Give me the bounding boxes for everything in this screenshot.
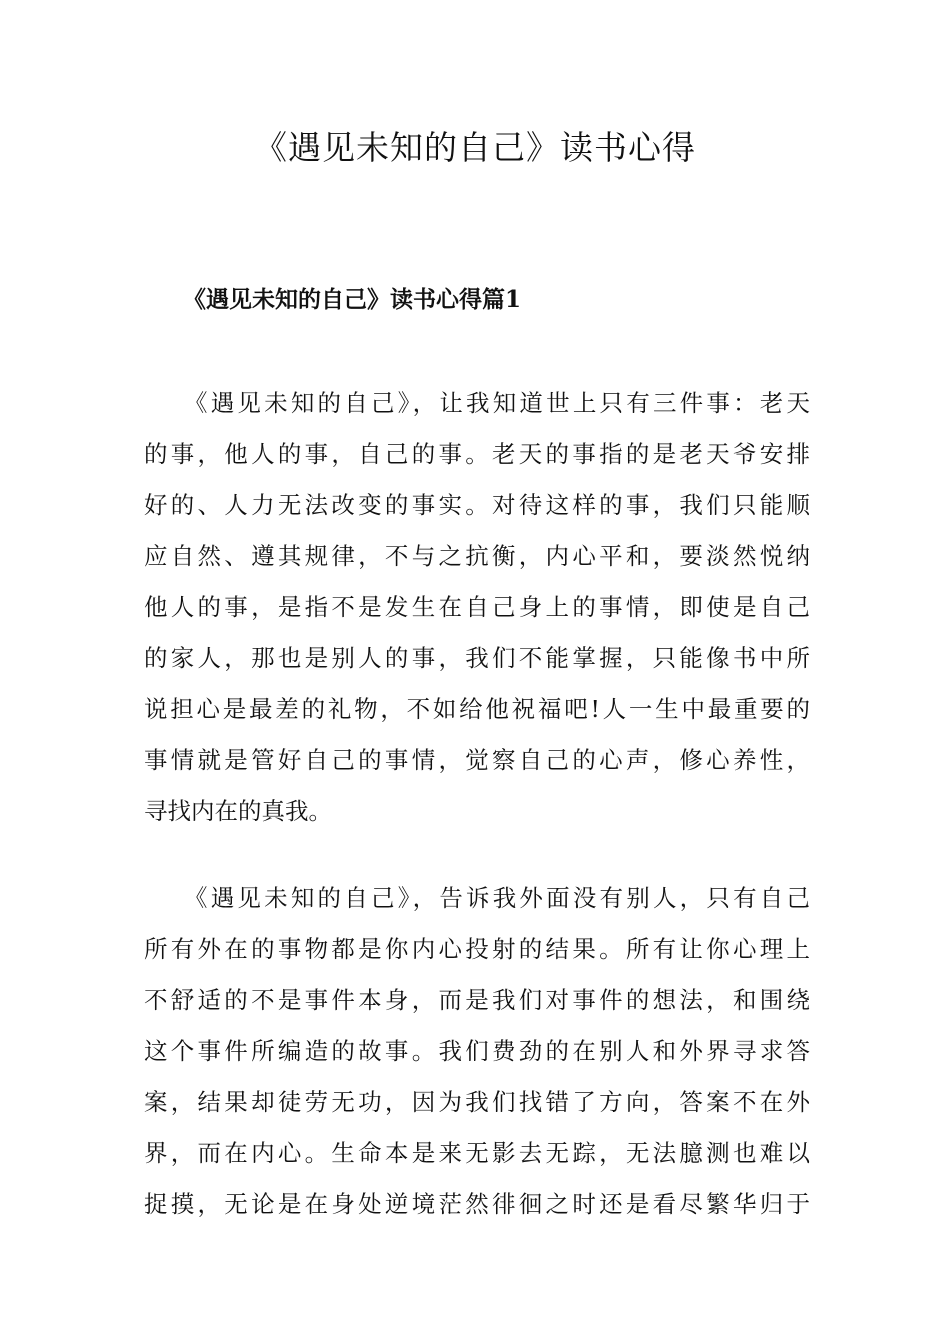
section-heading: 《遇见未知的自己》读书心得篇1 bbox=[183, 286, 522, 313]
paragraph-line: 应自然、遵其规律，不与之抗衡，内心平和，要淡然悦纳 bbox=[144, 542, 810, 570]
paragraph-line: 好的、人力无法改变的事实。对待这样的事，我们只能顺 bbox=[144, 491, 810, 519]
paragraph-line: 的事，他人的事，自己的事。老天的事指的是老天爷安排 bbox=[144, 440, 810, 468]
paragraph-line: 事情就是管好自己的事情，觉察自己的心声，修心养性， bbox=[144, 746, 810, 774]
paragraph-line: 他人的事，是指不是发生在自己身上的事情，即使是自己 bbox=[144, 593, 810, 621]
paragraph-line: 寻找内在的真我。 bbox=[144, 797, 332, 825]
paragraph-line: 案，结果却徒劳无功，因为我们找错了方向，答案不在外 bbox=[144, 1088, 810, 1116]
paragraph-line: 捉摸，无论是在身处逆境茫然徘徊之时还是看尽繁华归于 bbox=[144, 1190, 810, 1218]
document-title: 《遇见未知的自己》读书心得 bbox=[254, 128, 696, 167]
paragraph-line: 《遇见未知的自己》，让我知道世上只有三件事：老天 bbox=[184, 389, 810, 417]
paragraph-line: 界，而在内心。生命本是来无影去无踪，无法臆测也难以 bbox=[144, 1139, 810, 1167]
paragraph-line: 这个事件所编造的故事。我们费劲的在别人和外界寻求答 bbox=[144, 1037, 810, 1065]
paragraph-line: 说担心是最差的礼物，不如给他祝福吧!人一生中最重要的 bbox=[144, 695, 810, 723]
paragraph-line: 的家人，那也是别人的事，我们不能掌握，只能像书中所 bbox=[144, 644, 810, 672]
paragraph-line: 不舒适的不是事件本身，而是我们对事件的想法，和围绕 bbox=[144, 986, 810, 1014]
paragraph-2 bbox=[144, 873, 810, 1230]
paragraph-line: 《遇见未知的自己》，告诉我外面没有别人，只有自己 bbox=[184, 884, 810, 912]
paragraph-line: 所有外在的事物都是你内心投射的结果。所有让你心理上 bbox=[144, 935, 810, 963]
paragraph-1 bbox=[144, 378, 810, 837]
